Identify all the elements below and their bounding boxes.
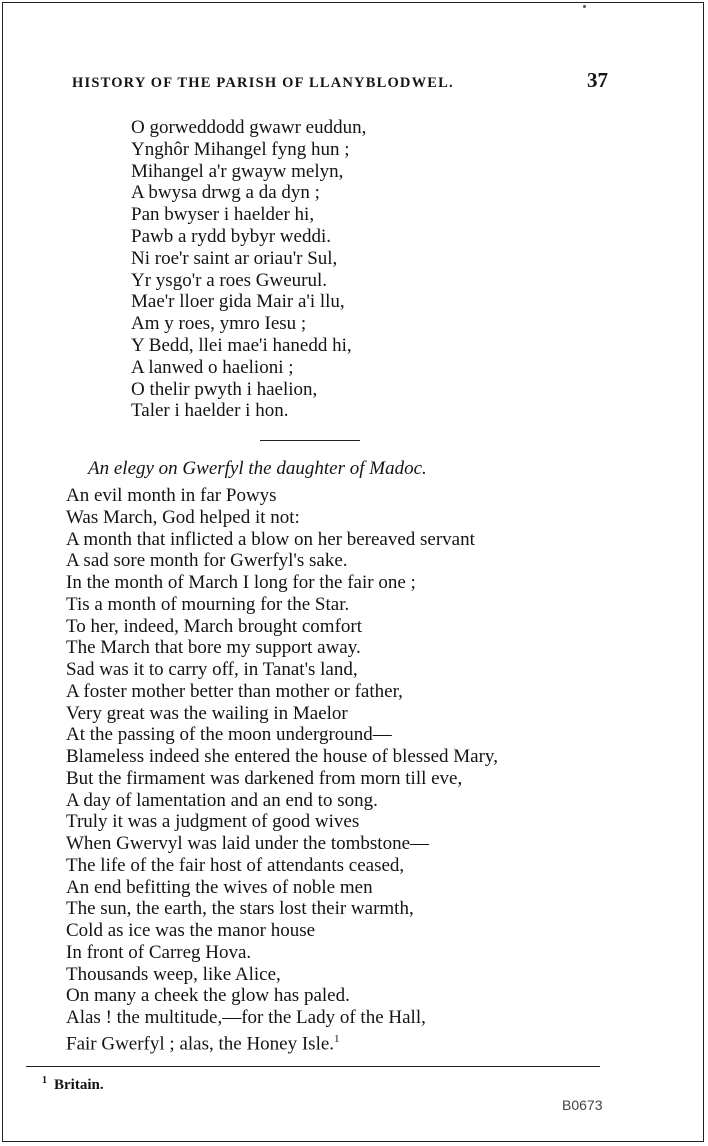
translation-line: In front of Carreg Hova. — [66, 941, 252, 963]
poem-line: O thelir pwyth i haelion, — [131, 378, 318, 400]
footnote — [42, 1075, 104, 1094]
translation-line: A sad sore month for Gwerfyl's sake. — [66, 550, 348, 572]
english-translation — [66, 485, 498, 1055]
poem-line: Taler i haelder i hon. — [131, 400, 289, 422]
translation-line: To her, indeed, March brought comfort — [66, 615, 363, 637]
poem-line: Mihangel a'r gwayw melyn, — [131, 160, 344, 182]
poem-line: Pawb a rydd bybyr weddi. — [131, 225, 331, 247]
poem-line: Ynghôr Mihangel fyng hun ; — [131, 138, 350, 160]
translation-line: A foster mother better than mother or father, — [66, 680, 403, 702]
section-divider — [260, 440, 360, 441]
translation-line: An evil month in far Powys — [66, 485, 277, 506]
translation-line: Was March, God helped it not: — [66, 506, 300, 528]
translation-line: Truly it was a judgment of good wives — [66, 811, 360, 833]
running-header — [72, 68, 608, 93]
poem-line: Yr ysgo'r a roes Gweurul. — [131, 269, 328, 291]
translation-line: An end befitting the wives of noble men — [66, 876, 373, 898]
translation-line: The March that bore my support away. — [66, 637, 361, 659]
catalog-id: B0673 — [562, 1097, 603, 1113]
translation-line: Sad was it to carry off, in Tanat's land, — [66, 659, 358, 680]
elegy-title: An elegy on Gwerfyl the daughter of Madoc. — [88, 458, 427, 479]
translation-line: Very great was the wailing in Maelor — [66, 702, 348, 724]
translation-line: Cold as ice was the manor house — [66, 920, 316, 941]
translation-line: Alas ! the multitude,—for the Lady of the Hall, — [66, 1007, 426, 1028]
poem-line: Am y roes, ymro Iesu ; — [131, 313, 307, 335]
translation-line: A day of lamentation and an end to song. — [66, 789, 378, 811]
poem-line: Mae'r lloer gida Mair a'i llu, — [131, 291, 345, 313]
translation-line: At the passing of the moon underground— — [66, 724, 392, 746]
footnote-reference: 1 — [334, 1032, 340, 1045]
translation-line: In the month of March I long for the fair one ; — [66, 572, 416, 593]
translation-line: Blameless indeed she entered the house of blessed Mary, — [66, 746, 498, 767]
translation-line: Tis a month of mourning for the Star. — [66, 593, 350, 615]
footnote-rule — [26, 1066, 600, 1067]
translation-line: The sun, the earth, the stars lost their warmth, — [66, 898, 414, 920]
poem-line: A bwysa drwg a da dyn ; — [131, 182, 320, 204]
translation-line: When Gwervyl was laid under the tombstone— — [66, 833, 430, 854]
translation-line: On many a cheek the glow has paled. — [66, 985, 350, 1007]
poem-line: O gorweddodd gwawr euddun, — [131, 117, 367, 138]
footnote-marker: 1 — [42, 1075, 47, 1086]
poem-line: Pan bwyser i haelder hi, — [131, 204, 315, 226]
poem-line: Y Bedd, llei mae'i hanedd hi, — [131, 334, 352, 356]
translation-line: The life of the fair host of attendants ceased, — [66, 854, 405, 876]
translation-line: A month that inflicted a blow on her bereaved servant — [66, 528, 475, 550]
scan-speck — [583, 5, 586, 8]
translation-line: But the firmament was darkened from morn till eve, — [66, 767, 463, 789]
welsh-poem — [131, 117, 366, 422]
footnote-text: Britain. — [54, 1077, 104, 1093]
translation-line: Fair Gwerfyl ; alas, the Honey Isle.$^1$ — [66, 1032, 340, 1055]
translation-line: Thousands weep, like Alice, — [66, 963, 281, 985]
page-number: 37 — [587, 68, 608, 92]
header-title: HISTORY OF THE PARISH OF LLANYBLODWEL. — [72, 75, 454, 91]
poem-line: Ni roe'r saint ar oriau'r Sul, — [131, 247, 338, 269]
poem-line: A lanwed o haelioni ; — [131, 356, 294, 378]
